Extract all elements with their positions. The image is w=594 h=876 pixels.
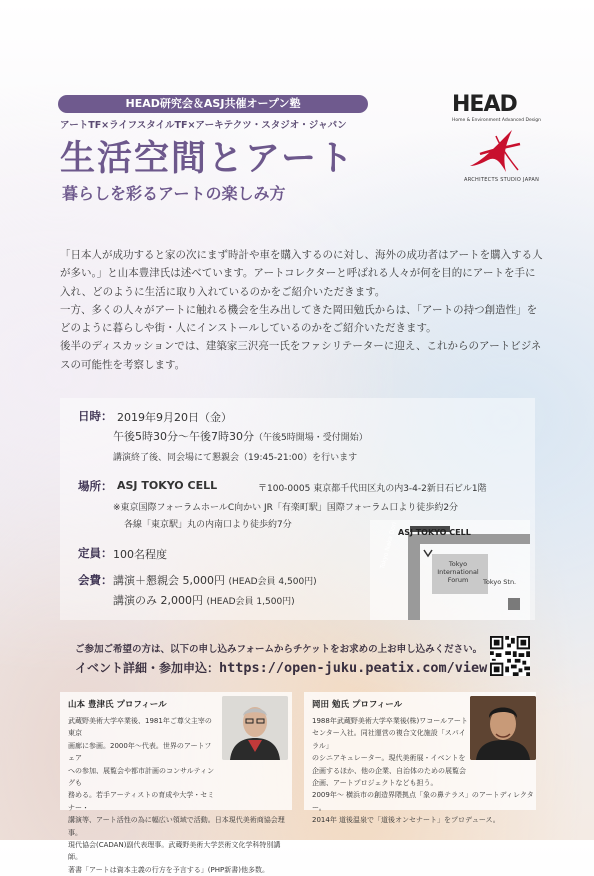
- bio-line: 企画するほか、他の企業、自治体のための展覧会: [312, 766, 466, 775]
- event-time: [113, 428, 368, 444]
- bio-line: 務める。若手アーティストの育成や大学・セミナー・: [68, 791, 215, 812]
- bio-line: への参加、展覧会や都市計画のコンサルティングも: [68, 766, 215, 788]
- party-note: 講演終了後、同会場にて懇親会（19:45-21:00）を行います: [113, 453, 358, 463]
- fee-option-label: 講演のみ 2,000円: [113, 594, 203, 607]
- map-forum-label: Tokyo International Forum: [437, 560, 479, 584]
- bio-line: 著書「アートは資本主義の行方を予言する」(PHP新書)他多数。: [68, 865, 269, 874]
- date-label: 日時：: [78, 409, 113, 423]
- access-info: ※東京国際フォーラムホールC向かい JR「有楽町駅」国際フォーラム口より徒歩約2分: [113, 503, 459, 513]
- venue-address: 〒100-0005 東京都千代田区丸の内3-4-2新日石ビル1階: [258, 484, 487, 494]
- profile-card-okada: [304, 692, 536, 825]
- signup-line: [75, 659, 487, 676]
- signup-note: ご参加ご希望の方は、以下の申し込みフォームからチケットをお求めの上お申し込みください。: [75, 644, 483, 655]
- bio-line: 企画、アートプロジェクトなども担う。: [312, 779, 438, 788]
- signup-url[interactable]: https://open-juku.peatix.com/view: [219, 660, 488, 676]
- bio-line: 画廊に参画。2000年〜代表。世界のアートフェア: [68, 741, 212, 763]
- venue-name: ASJ TOKYO CELL: [117, 479, 218, 492]
- intro-paragraph: 後半のディスカッションでは、建築家三沢亮一氏をファシリテーターに迎え、これからのアートビジネスの可能性を考察します。: [60, 340, 542, 371]
- profile-card-yamamoto: [60, 692, 292, 874]
- bio-line: 2014年 道後温泉で「道後オンセナート」をプロデュース。: [312, 816, 500, 825]
- profile-bio: [312, 715, 534, 827]
- fee-option-label: 講演＋懇親会 5,000円: [113, 574, 225, 587]
- asj-logo-icon: [466, 126, 524, 176]
- bio-line: センター入社。同社運営の複合文化施設「スパイラル」: [312, 729, 466, 750]
- time-note: （午後5時開場・受付開始）: [254, 433, 368, 443]
- fee-label: 会費：: [78, 573, 113, 587]
- head-logo-subtitle: Home & Environment Advanced Design: [452, 118, 542, 123]
- fee-option: [113, 572, 317, 588]
- fee-option: [113, 592, 295, 608]
- profile-title: 岡田 勉氏 プロフィール: [312, 700, 403, 710]
- bio-line: 2009年〜 横浜市の創造界隈拠点「象の鼻テラス」のアートディレクター。: [312, 791, 534, 812]
- access-info: 各線「東京駅」丸の内南口より徒歩約7分: [124, 520, 292, 530]
- event-banner: HEAD研究会＆ASJ共催オープン塾: [58, 95, 368, 113]
- page-title: 生活空間とアート: [60, 138, 355, 179]
- bio-line: 武蔵野美術大学卒業後、1981年ご尊父主宰の東京: [68, 717, 212, 738]
- map-station-label: Tokyo Stn.: [483, 578, 517, 586]
- signup-label: イベント詳細・参加申込：: [75, 661, 220, 675]
- event-date: 2019年9月20日（金）: [117, 411, 232, 424]
- head-logo: HEAD: [452, 92, 517, 117]
- map-street-label: Tokyo Naka Dori: [379, 521, 399, 570]
- fee-member-note: (HEAD会員 1,500円): [206, 597, 295, 607]
- time-range: 午後5時30分～午後7時30分: [113, 430, 254, 443]
- capacity-value: 100名程度: [113, 548, 167, 561]
- bio-line: 現代協会(CADAN)副代表理事。武蔵野美術大学芸術文化学科特別講師。: [68, 841, 281, 862]
- map-venue-label: ASJ TOKYO CELL: [398, 528, 471, 537]
- intro-text: [60, 246, 544, 374]
- bio-line: のシニアキュレーター。現代美術展・イベントを: [312, 754, 466, 763]
- profile-title: 山本 豊津氏 プロフィール: [68, 700, 167, 710]
- intro-paragraph: 一方、多くの人々がアートに触れる機会を生み出してきた岡田勉氏からは、「アートの持つ創造性」をどのように暮らしや街・人にインストールしているのかをご紹介いただきます。: [60, 303, 538, 335]
- qr-code-icon[interactable]: [490, 636, 530, 676]
- intro-paragraph: 「日本人が成功すると家の次にまず時計や車を購入するのに対し、海外の成功者はアートを購入する人が多い。」と山本豊津氏は述べています。アートコレクターと呼ばれる人々が何を目的にアートを手に入れ、どのように生活に取り入れているのかをご紹介いただきます。: [60, 249, 543, 298]
- asj-logo-text: ARCHITECTS STUDIO JAPAN: [464, 177, 540, 183]
- bio-line: 1988年武蔵野美術大学卒業後(株)ワコールアート: [312, 717, 468, 725]
- fee-member-note: (HEAD会員 4,500円): [228, 577, 317, 587]
- profile-bio: [68, 715, 290, 876]
- tagline: 暮らしを彩るアートの楽しみ方: [62, 184, 286, 203]
- place-label: 場所：: [78, 479, 113, 493]
- bio-line: 講演等、アート活性の為に幅広い領域で活動。日本現代美術商協会理事。: [68, 816, 285, 837]
- subheading: アートTF×ライフスタイルTF×アーキテクツ・スタジオ・ジャパン: [60, 120, 347, 131]
- capacity-label: 定員：: [78, 546, 113, 560]
